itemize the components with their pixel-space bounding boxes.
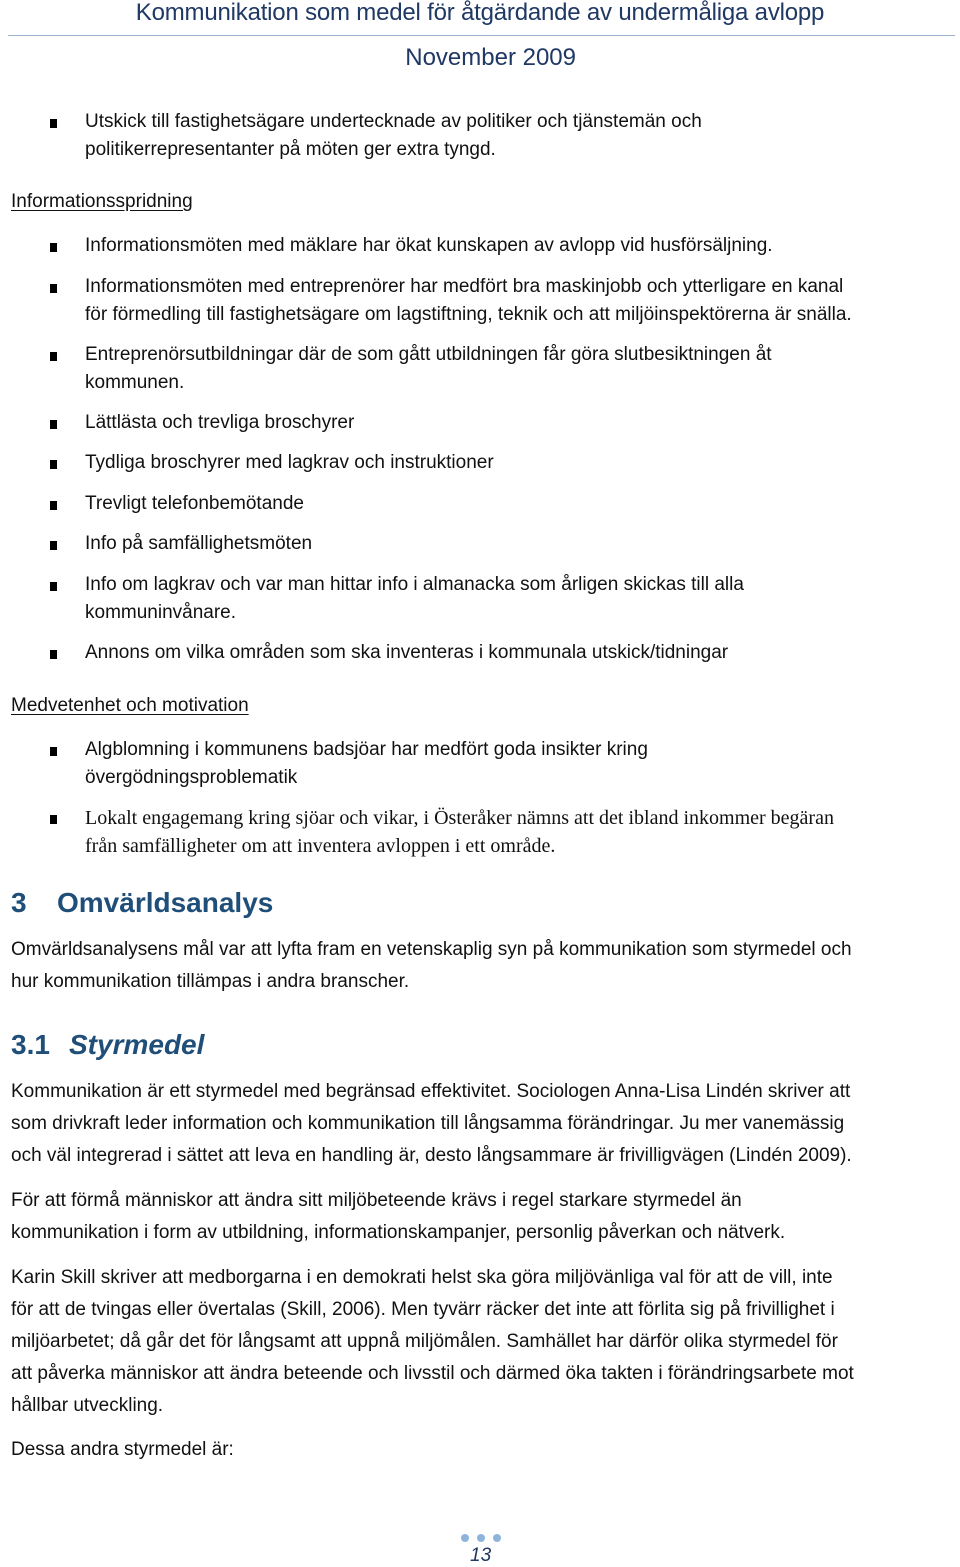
- bullet-marker: [50, 119, 57, 128]
- chapter-heading: [11, 885, 273, 921]
- paragraph: Karin Skill skriver att medborgarna i en demokrati helst ska göra miljövänliga val för att de vill, inte för att de tvingas eller övertalas (Skill, 2006). Men tyvärr räcker det inte att förlita sig på frivillighet i miljöarbetet; då går det för långsamt att uppnå miljömålen. Samhället har därför olika styrmedel för att påverka människor att ändra beteende och livsstil och därmed öka takten i förändringsarbete mot hållbar utveckling.: [11, 1267, 854, 1416]
- bullet-marker: [50, 352, 57, 361]
- bullet-text: Info om lagkrav och var man hittar info i almanacka som årligen skickas till alla kommuninvånare.: [85, 574, 744, 623]
- bullet-text: Tydliga broschyrer med lagkrav och instruktioner: [85, 452, 494, 473]
- chapter-number: 3: [11, 887, 27, 918]
- bullet-marker: [50, 650, 57, 659]
- chapter-title: Omvärldsanalys: [57, 887, 274, 918]
- bullet-text: Lokalt engagemang kring sjöar och vikar, i Österåker nämns att det ibland inkommer begäran från samfälligheter om att inventera avloppen i ett område.: [85, 807, 834, 857]
- paragraph: Kommunikation är ett styrmedel med begränsad effektivitet. Sociologen Anna-Lisa Lindén skriver att som drivkraft leder information och kommunikation till långsamma förändringar. Ju mer vanemässig och väl integrerad i sättet att leva en handling är, desto långsammare är frivilligvägen (Lindén 2009).: [11, 1081, 852, 1166]
- bullet-marker: [50, 501, 57, 510]
- bullet-text: Lättlästa och trevliga broschyrer: [85, 412, 355, 433]
- bullet-text: Utskick till fastighetsägare undertecknade av politiker och tjänstemän och politikerrepresentanter på möten ger extra tyngd.: [85, 111, 702, 160]
- paragraph: Dessa andra styrmedel är:: [11, 1439, 234, 1460]
- subheading-informationsspridning: Informationsspridning: [11, 191, 193, 212]
- bullet-marker: [50, 541, 57, 550]
- bullet-marker: [50, 815, 57, 824]
- bullet-marker: [50, 243, 57, 252]
- bullet-marker: [50, 582, 57, 591]
- bullet-text: Informationsmöten med mäklare har ökat kunskapen av avlopp vid husförsäljning.: [85, 235, 773, 256]
- bullet-marker: [50, 460, 57, 469]
- running-header-date: November 2009: [405, 44, 576, 71]
- bullet-text: Annons om vilka områden som ska inventeras i kommunala utskick/tidningar: [85, 642, 729, 663]
- section-title: Styrmedel: [69, 1029, 205, 1060]
- bullet-marker: [50, 284, 57, 293]
- paragraph: För att förmå människor att ändra sitt miljöbeteende krävs i regel starkare styrmedel än kommunikation i form av utbildning, informationskampanjer, personlig påverkan och nätverk.: [11, 1190, 786, 1243]
- subheading-medvetenhet: Medvetenhet och motivation: [11, 695, 249, 716]
- bullet-text: Info på samfällighetsmöten: [85, 533, 313, 554]
- header-divider: [8, 35, 955, 36]
- section-heading: [11, 1027, 204, 1063]
- bullet-text: Entreprenörsutbildningar där de som gått utbildningen får göra slutbesiktningen åt kommunen.: [85, 344, 772, 393]
- chapter-intro: Omvärldsanalysens mål var att lyfta fram en vetenskaplig syn på kommunikation som styrmedel och hur kommunikation tillämpas i andra branscher.: [11, 939, 852, 992]
- running-header-title: Kommunikation som medel för åtgärdande av undermåliga avlopp: [135, 0, 825, 26]
- bullet-marker: [50, 747, 57, 756]
- bullet-marker: [50, 420, 57, 429]
- page-number: 13: [470, 1545, 492, 1566]
- section-number: 3.1: [11, 1029, 50, 1060]
- bullet-text: Informationsmöten med entreprenörer har medfört bra maskinjobb och ytterligare en kanal för förmedling till fastighetsägare om lagstiftning, teknik och att miljöinspektörerna är snälla.: [85, 276, 852, 325]
- bullet-text: Trevligt telefonbemötande: [85, 493, 304, 514]
- bullet-text: Algblomning i kommunens badsjöar har medfört goda insikter kring övergödningsproblematik: [85, 739, 648, 788]
